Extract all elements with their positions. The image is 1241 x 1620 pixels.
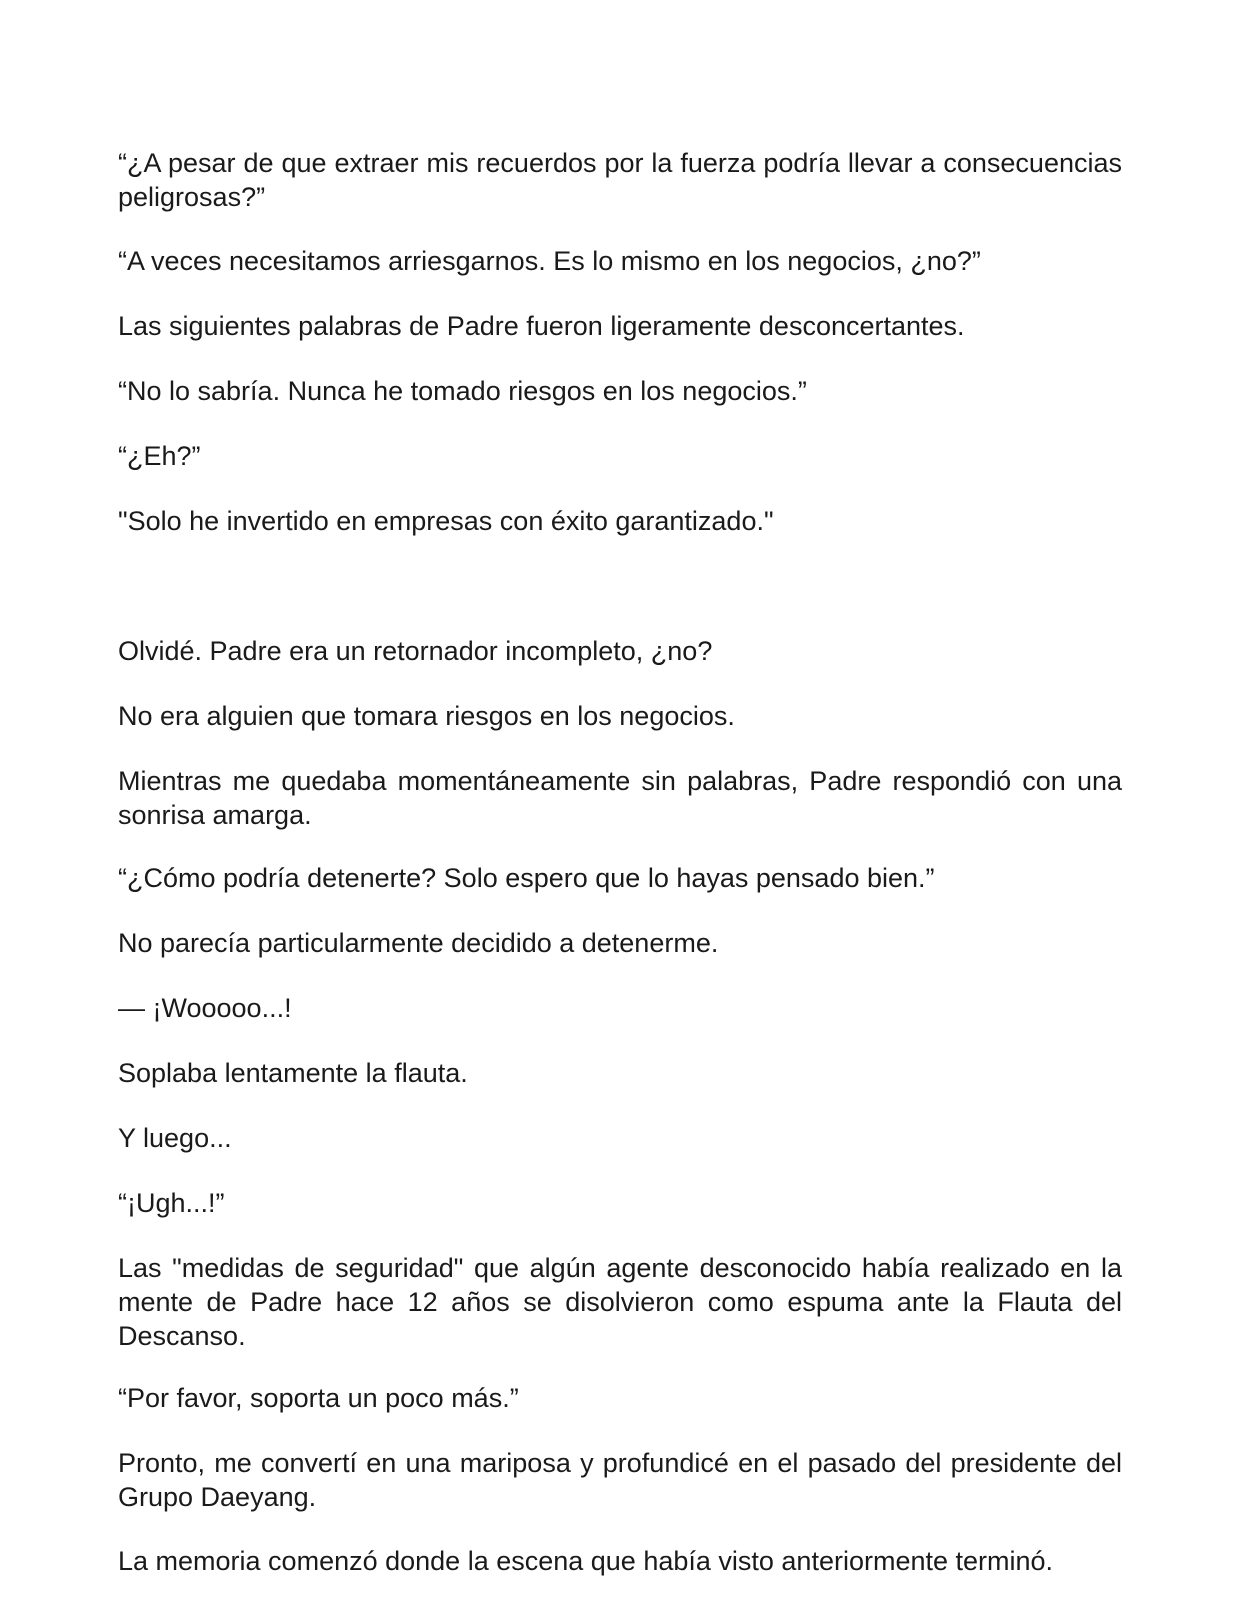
paragraph-19: La memoria comenzó donde la escena que había visto anteriormente terminó.: [118, 1546, 1054, 1576]
paragraph-15: “¡Ugh...!”: [118, 1188, 225, 1218]
paragraph-1: “¿A pesar de que extraer mis recuerdos por la fuerza podría llevar a consecuencias peligrosas?”: [118, 148, 1122, 212]
paragraph-16: Las "medidas de seguridad" que algún agente desconocido había realizado en la mente de Padre hace 12 años se disolvieron como espuma ante la Flauta del Descanso.: [118, 1253, 1122, 1351]
paragraph-13: Soplaba lentamente la flauta.: [118, 1058, 468, 1088]
paragraph-3: Las siguientes palabras de Padre fueron ligeramente desconcertantes.: [118, 311, 965, 341]
paragraph-14: Y luego...: [118, 1123, 232, 1153]
paragraph-2: “A veces necesitamos arriesgarnos. Es lo mismo en los negocios, ¿no?”: [118, 246, 981, 276]
paragraph-7: Olvidé. Padre era un retornador incompleto, ¿no?: [118, 636, 713, 666]
paragraph-6: "Solo he invertido en empresas con éxito garantizado.": [118, 506, 774, 536]
paragraph-4: “No lo sabría. Nunca he tomado riesgos en los negocios.”: [118, 376, 807, 406]
paragraph-8: No era alguien que tomara riesgos en los negocios.: [118, 701, 735, 731]
paragraph-9: Mientras me quedaba momentáneamente sin palabras, Padre respondió con una sonrisa amarga.: [118, 766, 1122, 830]
paragraph-11: No parecía particularmente decidido a detenerme.: [118, 928, 719, 958]
paragraph-5: “¿Eh?”: [118, 441, 201, 471]
paragraph-18: Pronto, me convertí en una mariposa y profundicé en el pasado del presidente del Grupo Daeyang.: [118, 1448, 1122, 1512]
paragraph-10: “¿Cómo podría detenerte? Solo espero que lo hayas pensado bien.”: [118, 863, 935, 893]
paragraph-17: “Por favor, soporta un poco más.”: [118, 1383, 519, 1413]
paragraph-12: — ¡Wooooo...!: [118, 993, 292, 1023]
